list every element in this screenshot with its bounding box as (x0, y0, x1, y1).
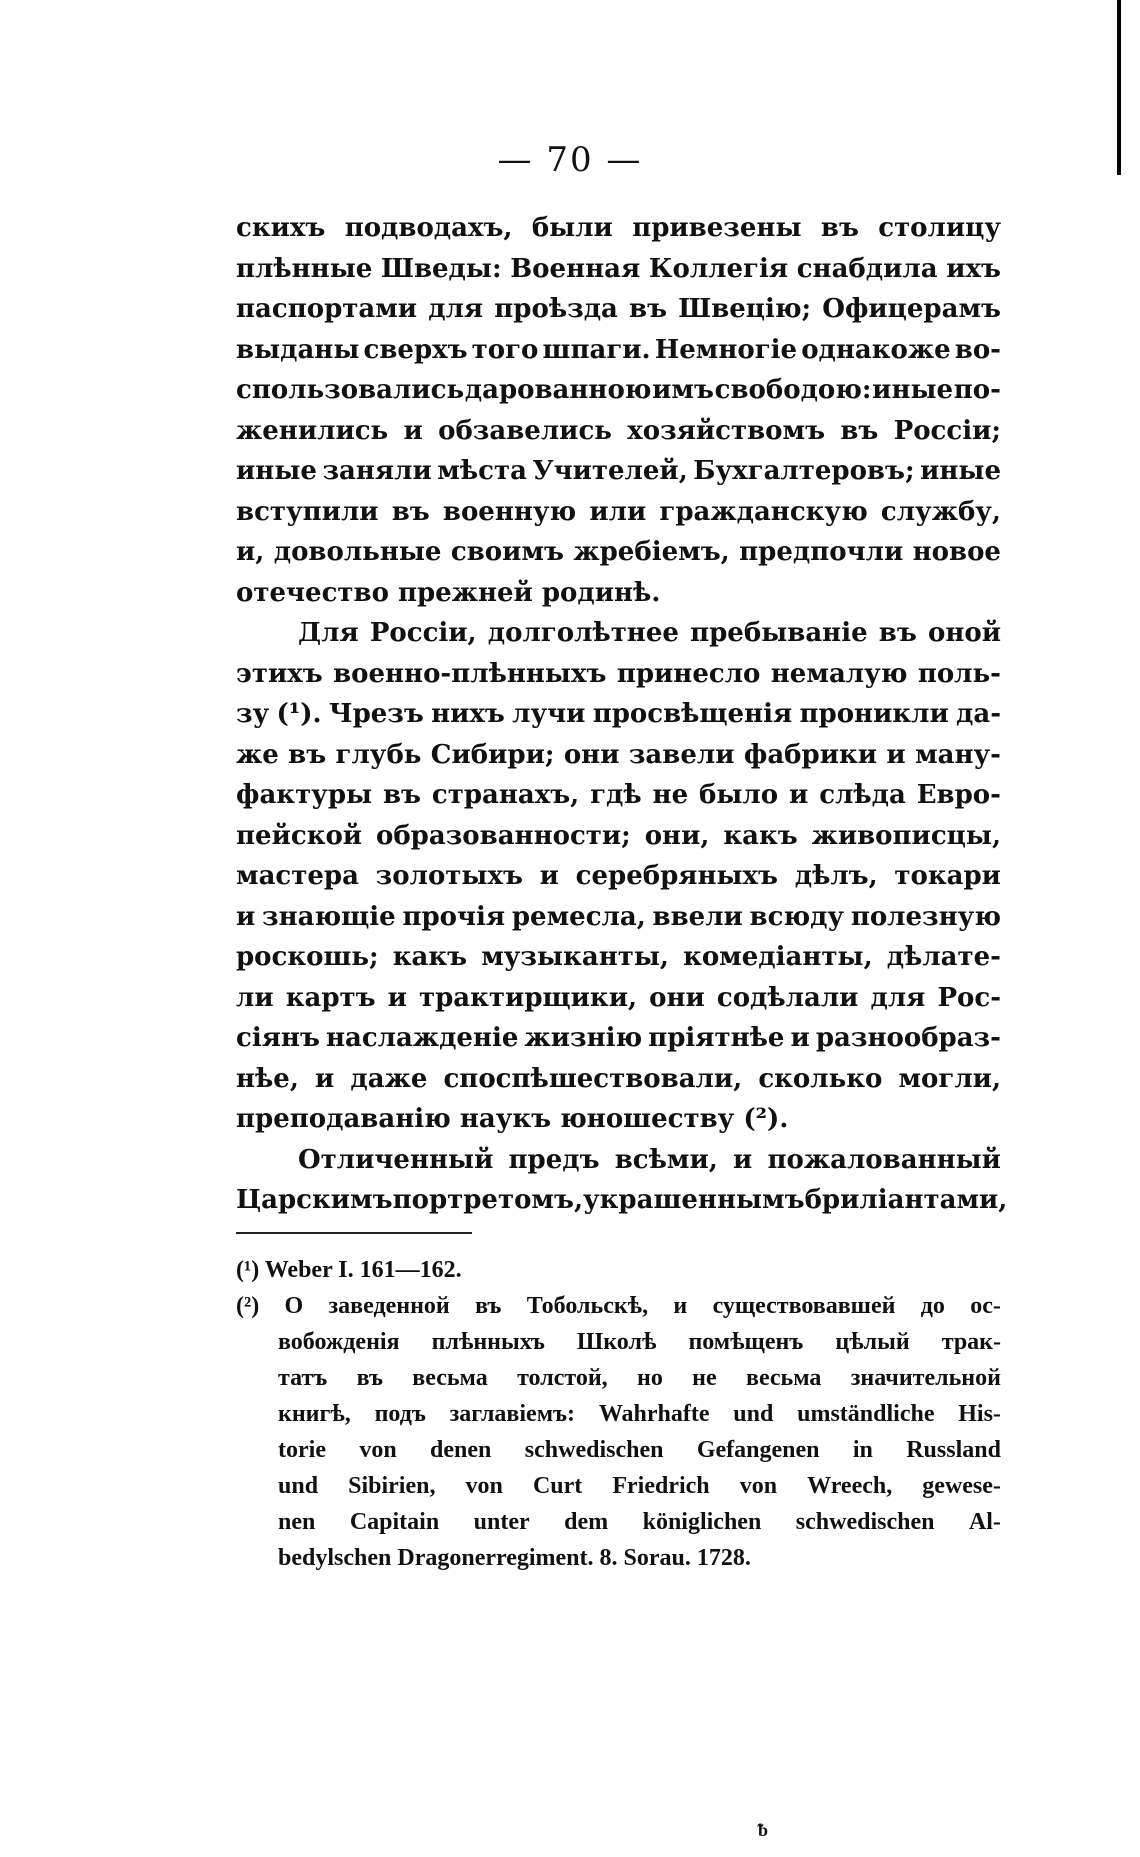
body-line: отечество прежней родинѣ. (236, 577, 661, 608)
body-line: роскошь; какъ музыканты, комедіанты, дѣлате- (236, 942, 1001, 972)
body-line: выданы сверхъ того шпаги. Немногіе однакоже во- (236, 334, 1001, 365)
footnote-line: книгѣ, подъ заглавіемъ: Wahrhafte und umständliche His- (278, 1401, 1001, 1427)
body-line: Для Россіи, долголѣтнее пребываніе въ оной (298, 618, 1001, 648)
body-line: мастера золотыхъ и серебряныхъ дѣлъ, токари (236, 861, 1001, 891)
footnote-separator (236, 1232, 472, 1234)
page-number: — 70 — (497, 140, 643, 180)
body-line: нѣе, и даже споспѣшествовали, сколько могли, (236, 1063, 1001, 1094)
body-line: паспортами для проѣзда въ Швецію; Офицерамъ (236, 294, 1001, 324)
body-line: пейской образованности; они, какъ живописцы, (236, 820, 1001, 851)
body-line: зу (¹). Чрезъ нихъ лучи просвѣщенія проникли да- (236, 699, 1001, 729)
body-line: спользовались дарованною имъ свободою: иные по- (236, 375, 1001, 405)
body-line: и, довольные своимъ жребіемъ, предпочли новое (236, 537, 1001, 567)
body-line: ли картъ и трактирщики, они содѣлали для Рос- (236, 982, 1001, 1013)
body-line: Отличенный предъ всѣми, и пожалованный (298, 1144, 1001, 1175)
footnotes (236, 1252, 1001, 1576)
body-line: преподаванію наукъ юношеству (²). (236, 1104, 789, 1134)
footnote-line: вобожденія плѣнныхъ Школѣ помѣщенъ цѣлый трак- (278, 1329, 1001, 1355)
body-line: же въ глубь Сибири; они завели фабрики и ману- (236, 739, 1001, 770)
footnote-line: (¹) Weber I. 161—162. (236, 1257, 462, 1283)
body-line: и знающіе прочія ремесла, ввели всюду полезную (236, 901, 1001, 932)
body-line: иные заняли мѣста Учителей, Бухгалтеровъ; иные (236, 456, 1001, 486)
body-text (236, 208, 1008, 1221)
footnote-line: torie von denen schwedischen Gefangenen in Russland (278, 1437, 1001, 1463)
signature-mark: ᵬ (758, 1820, 769, 1841)
footnote-line: bedylschen Dragonerregiment. 8. Sorau. 1728. (278, 1545, 751, 1571)
body-line: Царскимъ портретомъ, украшеннымъ бриліантами, (236, 1185, 1008, 1215)
footnote-line: nen Capitain unter dem königlichen schwedischen Al- (278, 1509, 1001, 1535)
body-line: фактуры въ странахъ, гдѣ не было и слѣда Евро- (236, 780, 1001, 810)
footnote-line: (²) О заведенной въ Тобольскѣ, и существовавшей до ос- (236, 1293, 1001, 1319)
body-line: вступили въ военную или гражданскую службу, (236, 496, 1001, 527)
footnote-line: татъ въ весьма толстой, но не весьма значительной (278, 1365, 1001, 1391)
body-line: этихъ военно-плѣнныхъ принесло немалую поль- (236, 658, 1001, 689)
body-line: женились и обзавелись хозяйствомъ въ Россіи; (236, 415, 1001, 446)
footnote-line: und Sibirien, von Curt Friedrich von Wreech, gewese- (278, 1473, 1001, 1499)
body-line: плѣнные Шведы: Военная Коллегія снабдила ихъ (236, 253, 1001, 284)
body-line: сіянъ наслажденіе жизнію пріятнѣе и разнообраз- (236, 1023, 1001, 1053)
body-line: скихъ подводахъ, были привезены въ столицу (236, 213, 1001, 243)
